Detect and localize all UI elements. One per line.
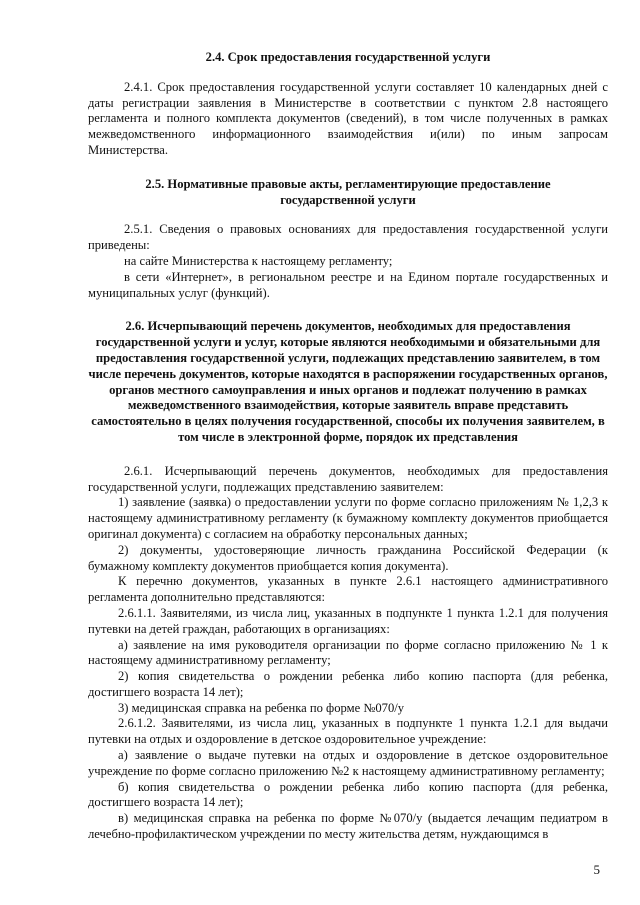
section-heading-2-5: 2.5. Нормативные правовые акты, регламентирующие предоставление государственной услуги	[145, 176, 551, 207]
paragraph-2-6-1-1: 2.6.1.1. Заявителями, из числа лиц, указанных в подпункте 1 пункта 1.2.1 для получения путевки на детей граждан, работающих в организациях:	[88, 605, 608, 636]
page-number: 5	[593, 862, 600, 877]
section-heading-2-6: 2.6. Исчерпывающий перечень документов, необходимых для предоставления государственной услуги и услуг, которые являются необходимыми и обязательными для предоставления государственной услуги, подлежащих представлению заявителем, в том числе перечень документов, которые находятся в распоряжении государственных органов, органов местного самоуправления и иных органов и подлежат получению в рамках межведомственного взаимодействия, которые заявитель вправе представить самостоятельно в целях получения государственной, способы их получения заявителем, в том числе в электронной форме, порядок их представления	[88, 319, 608, 444]
paragraph-2-6-1-2: 2.6.1.2. Заявителями, из числа лиц, указанных в подпункте 1 пункта 1.2.1 для выдачи путевки на отдых и оздоровление в детское оздоровительное учреждение:	[88, 716, 608, 747]
paragraph-2-5-1: 2.5.1. Сведения о правовых основаниях для предоставления государственной услуги приведены:	[88, 222, 608, 253]
list-item-2-6-1-2: 2) документы, удостоверяющие личность гражданина Российской Федерации (к бумажному комплекту документов приобщается копия документа).	[88, 542, 608, 573]
paragraph-2-6-1: 2.6.1. Исчерпывающий перечень документов, необходимых для предоставления государственной услуги, подлежащих представлению заявителем:	[88, 463, 608, 494]
paragraph-2-5-1-b: в сети «Интернет», в региональном реестре и на Едином портале государственных и муниципальных услуг (функций).	[88, 269, 608, 300]
list-item-2-6-1-1-b: 2) копия свидетельства о рождении ребенка либо копию паспорта (для ребенка, достигшего возраста 14 лет);	[88, 669, 608, 699]
list-item-2-6-1-1: 1) заявление (заявка) о предоставлении услуги по форме согласно приложениям № 1,2,3 к настоящему административному регламенту (к бумажному комплекту документов приобщается оригинал документа) с согласием на обработку персональных данных;	[88, 495, 608, 541]
list-item-2-6-1-1-a: а) заявление на имя руководителя организации по форме согласно приложению № 1 к настоящему административному регламенту;	[88, 637, 608, 668]
list-item-2-6-1-1-c: 3) медицинская справка на ребенка по форме №070/у	[118, 700, 405, 715]
paragraph-additional: К перечню документов, указанных в пункте 2.6.1 настоящего административного регламента дополнительно представляются:	[88, 574, 608, 605]
list-item-2-6-1-2-a: а) заявление о выдаче путевки на отдых и оздоровление в детское оздоровительное учреждение по форме согласно приложению №2 к настоящему административному регламенту;	[88, 748, 608, 778]
paragraph-2-5-1-a: на сайте Министерства к настоящему регламенту;	[124, 253, 393, 268]
list-item-2-6-1-2-c: в) медицинская справка на ребенка по форме №070/у (выдается лечащим педиатром в лечебно-профилактическом учреждении по месту жительства детям, нуждающимся в	[88, 811, 608, 842]
paragraph-2-4-1: 2.4.1. Срок предоставления государственной услуги составляет 10 календарных дней с даты регистрации заявления в Министерстве в соответствии с пунктом 2.8 настоящего регламента и полного комплекта документов (сведений), в том числе полученных в рамках межведомственного информационного взаимодействия и(или) по иным запросам Министерства.	[88, 79, 608, 157]
list-item-2-6-1-2-b: б) копия свидетельства о рождении ребенка либо копию паспорта (для ребенка, достигшего возраста 14 лет);	[88, 779, 608, 810]
document-page	[88, 50, 608, 843]
section-heading-2-4: 2.4. Срок предоставления государственной услуги	[205, 50, 491, 64]
